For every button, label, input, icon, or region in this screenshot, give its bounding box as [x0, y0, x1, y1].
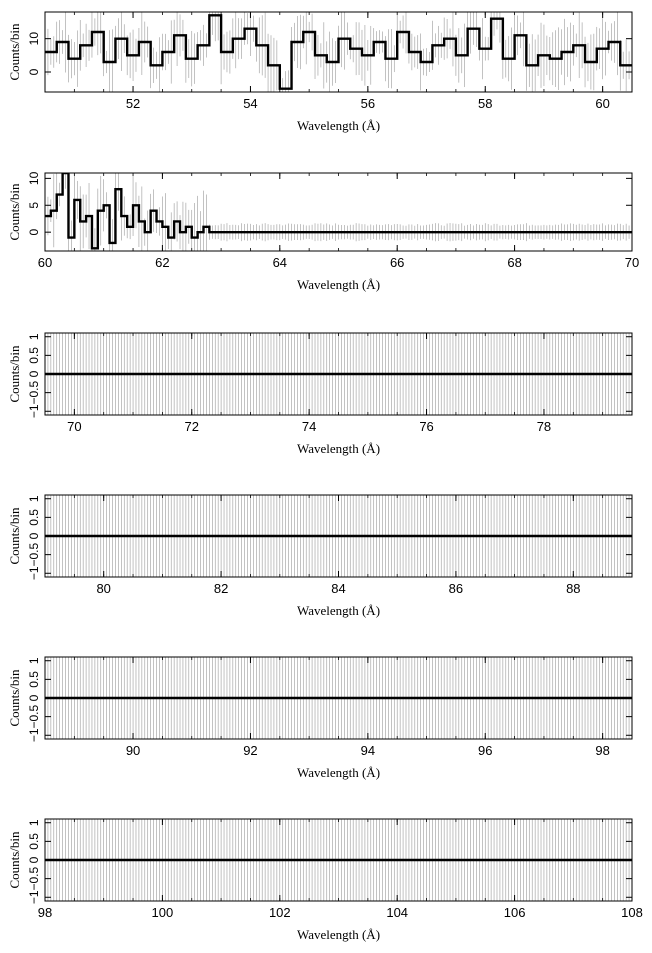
x-tick-label: 104: [386, 905, 409, 920]
x-tick-label: 90: [125, 743, 141, 758]
x-tick-label: 106: [503, 905, 526, 920]
x-tick-label: 98: [37, 905, 53, 920]
y-tick-label: 0: [27, 370, 41, 378]
x-axis-label: Wavelength (Å): [296, 277, 381, 292]
y-tick-label: 0: [27, 532, 41, 540]
panel-3: [7, 326, 632, 456]
panel-3-content: [45, 326, 632, 423]
y-tick-label: 1: [27, 495, 41, 503]
panel-2-content: [45, 152, 632, 272]
y-tick-label: 0.5: [27, 509, 41, 526]
x-tick-label: 72: [184, 419, 199, 434]
x-tick-label: 100: [151, 905, 174, 920]
y-tick-label: −1: [27, 890, 41, 905]
y-axis-label: Counts/bin: [7, 183, 22, 241]
x-tick-label: 82: [213, 581, 229, 596]
y-tick-label: 1: [27, 333, 41, 341]
x-tick-label: 68: [507, 255, 522, 270]
y-tick-label: −0.5: [27, 380, 41, 405]
y-tick-label: 0: [27, 228, 41, 236]
x-tick-label: 76: [419, 419, 434, 434]
panel-4: [7, 488, 632, 618]
y-axis-label: Counts/bin: [7, 23, 22, 81]
y-tick-label: −0.5: [27, 542, 41, 567]
x-axis-label: Wavelength (Å): [296, 441, 381, 456]
x-tick-label: 52: [125, 96, 141, 111]
y-tick-label: 0.5: [27, 347, 41, 364]
x-tick-label: 108: [621, 905, 643, 920]
y-tick-label: 0.5: [27, 833, 41, 850]
y-tick-label: −0.5: [27, 704, 41, 729]
x-tick-label: 66: [389, 255, 405, 270]
x-tick-label: 78: [536, 419, 552, 434]
y-tick-label: 10: [27, 171, 41, 186]
x-tick-label: 86: [448, 581, 464, 596]
y-tick-label: −1: [27, 404, 41, 419]
x-tick-label: 60: [37, 255, 53, 270]
x-tick-label: 74: [301, 419, 317, 434]
x-tick-label: 70: [624, 255, 640, 270]
y-tick-label: 0: [27, 856, 41, 864]
x-tick-label: 56: [360, 96, 376, 111]
x-tick-label: 80: [96, 581, 111, 596]
x-tick-label: 54: [243, 96, 258, 111]
y-tick-label: 0: [27, 694, 41, 702]
y-tick-label: −1: [27, 566, 41, 581]
y-tick-label: 10: [27, 31, 41, 46]
panel-5: [7, 650, 632, 780]
x-axis-label: Wavelength (Å): [296, 765, 381, 780]
x-tick-label: 70: [67, 419, 82, 434]
x-axis-label: Wavelength (Å): [296, 118, 381, 133]
x-tick-label: 88: [566, 581, 581, 596]
x-tick-label: 84: [331, 581, 346, 596]
x-tick-label: 92: [243, 743, 258, 758]
y-tick-label: −1: [27, 728, 41, 743]
y-axis-label: Counts/bin: [7, 669, 22, 727]
y-tick-label: 1: [27, 657, 41, 665]
y-tick-label: 5: [27, 201, 41, 209]
panel-5-content: [45, 650, 632, 747]
panel-1: [7, 0, 632, 133]
x-tick-label: 98: [595, 743, 610, 758]
y-tick-label: 0.5: [27, 671, 41, 688]
x-tick-label: 94: [360, 743, 376, 758]
panel-6-content: [45, 812, 632, 909]
x-tick-label: 60: [595, 96, 610, 111]
y-axis-label: Counts/bin: [7, 831, 22, 889]
x-axis-label: Wavelength (Å): [296, 603, 381, 618]
y-tick-label: −0.5: [27, 866, 41, 891]
x-tick-label: 64: [272, 255, 288, 270]
y-axis-label: Counts/bin: [7, 345, 22, 403]
y-tick-label: 1: [27, 819, 41, 827]
x-tick-label: 96: [478, 743, 493, 758]
panel-4-content: [45, 488, 632, 585]
panel-2: [7, 152, 639, 292]
y-tick-label: 0: [27, 68, 41, 76]
panel-6: [7, 812, 643, 942]
x-axis-label: Wavelength (Å): [296, 927, 381, 942]
x-tick-label: 58: [478, 96, 493, 111]
x-tick-label: 102: [268, 905, 291, 920]
y-axis-label: Counts/bin: [7, 507, 22, 565]
x-tick-label: 62: [155, 255, 170, 270]
